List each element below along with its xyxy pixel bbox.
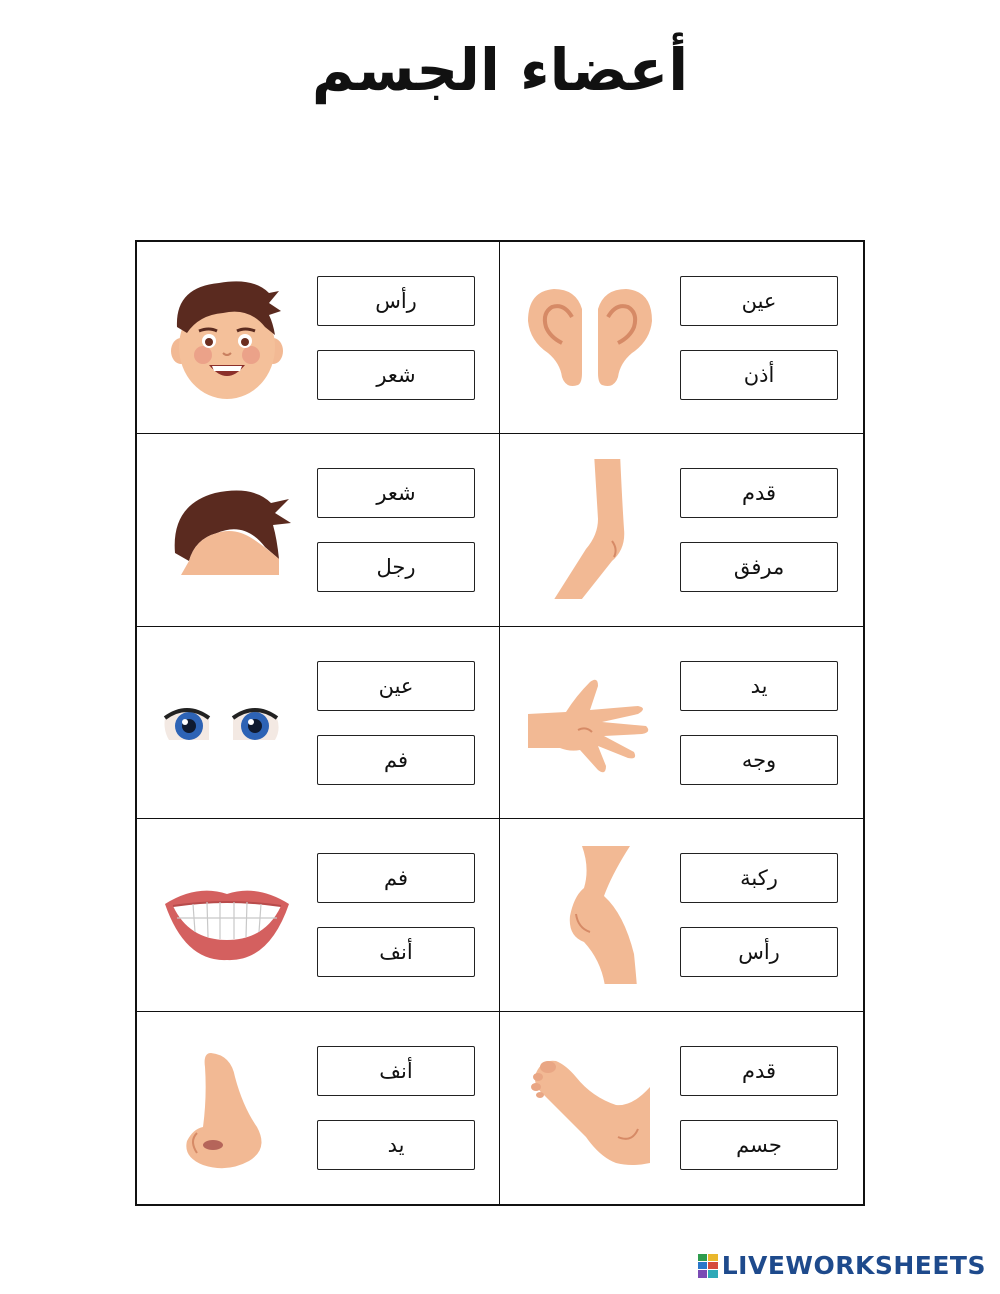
option-button[interactable]: شعر <box>317 350 475 400</box>
mouth-icon <box>157 844 297 984</box>
option-button[interactable]: رجل <box>317 542 475 592</box>
eyes-icon <box>157 652 297 792</box>
logo-badge-icon <box>698 1254 718 1278</box>
option-button[interactable]: جسم <box>680 1120 838 1170</box>
cell-eyes <box>137 627 500 819</box>
nose-icon <box>157 1037 297 1177</box>
option-button[interactable]: ركبة <box>680 853 838 903</box>
option-button[interactable]: عين <box>680 276 838 326</box>
option-button[interactable]: مرفق <box>680 542 838 592</box>
logo-text: LIVEWORKSHEETS <box>721 1251 986 1280</box>
liveworksheets-logo <box>698 1251 986 1280</box>
option-button[interactable]: يد <box>680 661 838 711</box>
option-button[interactable]: أنف <box>317 927 475 977</box>
cell-head <box>137 242 500 434</box>
option-button[interactable]: أنف <box>317 1046 475 1096</box>
option-button[interactable]: عين <box>317 661 475 711</box>
cell-hair <box>137 434 500 626</box>
option-button[interactable]: قدم <box>680 468 838 518</box>
option-button[interactable]: وجه <box>680 735 838 785</box>
cell-knee <box>500 819 863 1011</box>
cell-foot <box>500 1012 863 1204</box>
hand-icon <box>520 652 660 792</box>
cell-ear <box>500 242 863 434</box>
elbow-arm-icon <box>520 459 660 599</box>
knee-leg-icon <box>520 844 660 984</box>
cell-elbow <box>500 434 863 626</box>
option-button[interactable]: قدم <box>680 1046 838 1096</box>
option-button[interactable]: أذن <box>680 350 838 400</box>
cell-hand <box>500 627 863 819</box>
option-button[interactable]: فم <box>317 735 475 785</box>
option-button[interactable]: يد <box>317 1120 475 1170</box>
option-button[interactable]: رأس <box>317 276 475 326</box>
ears-icon <box>520 267 660 407</box>
cell-nose <box>137 1012 500 1204</box>
page-title: أعضاء الجسم <box>311 36 689 104</box>
worksheet-grid <box>135 240 865 1206</box>
option-button[interactable]: رأس <box>680 927 838 977</box>
option-button[interactable]: شعر <box>317 468 475 518</box>
boy-face-icon <box>157 267 297 407</box>
hair-icon <box>157 459 297 599</box>
option-button[interactable]: فم <box>317 853 475 903</box>
cell-mouth <box>137 819 500 1011</box>
foot-icon <box>520 1037 660 1177</box>
